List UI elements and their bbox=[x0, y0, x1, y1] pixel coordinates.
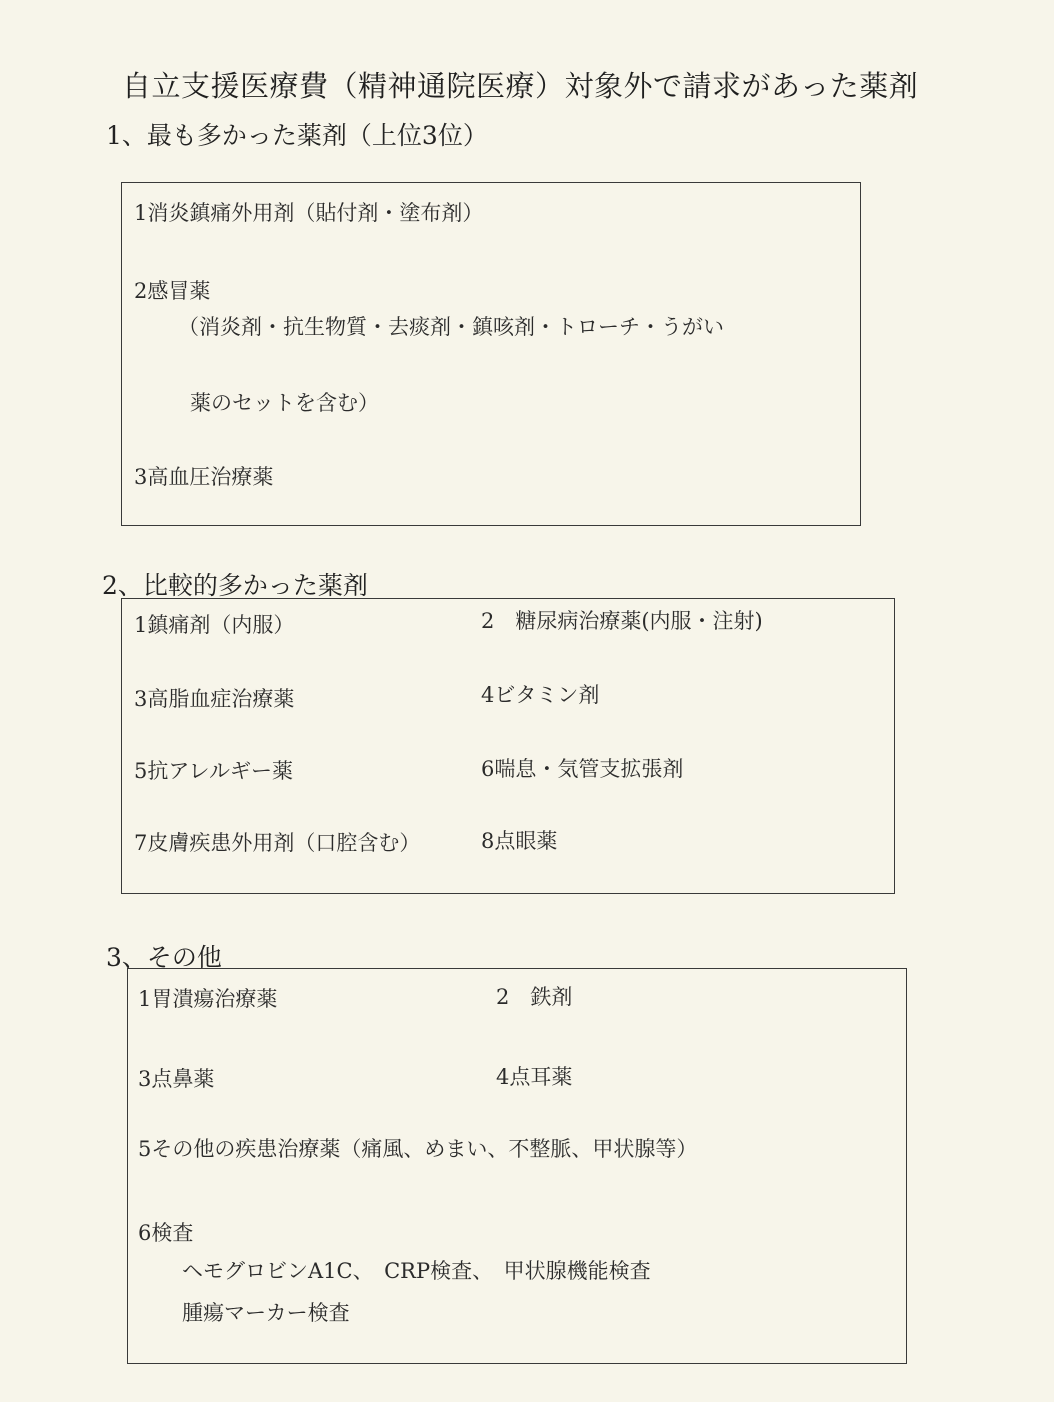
s3-item-4: 4点耳薬 bbox=[496, 1065, 573, 1089]
s2-item-5: 5抗アレルギー薬 bbox=[134, 759, 293, 783]
s3-item-1: 1胃潰瘍治療薬 bbox=[138, 987, 278, 1011]
s1-item-3: 3高血圧治療薬 bbox=[134, 465, 274, 489]
s3-item-3: 3点鼻薬 bbox=[138, 1067, 215, 1091]
s3-item-6-detail-line-2: 腫瘍マーカー検査 bbox=[182, 1301, 350, 1325]
s1-item-1: 1消炎鎮痛外用剤（貼付剤・塗布剤） bbox=[134, 201, 484, 225]
s2-item-6: 6喘息・気管支拡張剤 bbox=[481, 757, 684, 781]
s2-item-4: 4ビタミン剤 bbox=[481, 683, 600, 707]
section-2-heading: 2、比較的多かった薬剤 bbox=[102, 571, 368, 600]
section-2-box bbox=[121, 598, 895, 894]
section-1-heading: 1、最も多かった薬剤（上位3位） bbox=[106, 121, 488, 150]
page-title: 自立支援医療費（精神通院医療）対象外で請求があった薬剤 bbox=[122, 69, 919, 103]
s3-item-6-detail-line-1: ヘモグロビンA1C、 CRP検査、 甲状腺機能検査 bbox=[182, 1259, 651, 1283]
s2-item-2: 2 糖尿病治療薬(内服・注射) bbox=[481, 609, 763, 633]
s2-item-3: 3高脂血症治療薬 bbox=[134, 687, 295, 711]
s3-item-6: 6検査 bbox=[138, 1221, 194, 1245]
section-3-heading: 3、その他 bbox=[106, 943, 222, 972]
s1-item-2-note-line-1: （消炎剤・抗生物質・去痰剤・鎮咳剤・トローチ・うがい bbox=[178, 315, 724, 339]
s1-item-2-note-line-2: 薬のセットを含む） bbox=[190, 391, 379, 415]
section-1-box bbox=[121, 182, 861, 526]
section-3-box bbox=[127, 968, 907, 1364]
s2-item-1: 1鎮痛剤（内服） bbox=[134, 613, 295, 637]
s3-item-2: 2 鉄剤 bbox=[496, 985, 573, 1009]
s3-item-5: 5その他の疾患治療薬（痛風、めまい、不整脈、甲状腺等） bbox=[138, 1137, 698, 1161]
s2-item-8: 8点眼薬 bbox=[481, 829, 558, 853]
s2-item-7: 7皮膚疾患外用剤（口腔含む） bbox=[134, 831, 421, 855]
s1-item-2: 2感冒薬 bbox=[134, 279, 211, 303]
